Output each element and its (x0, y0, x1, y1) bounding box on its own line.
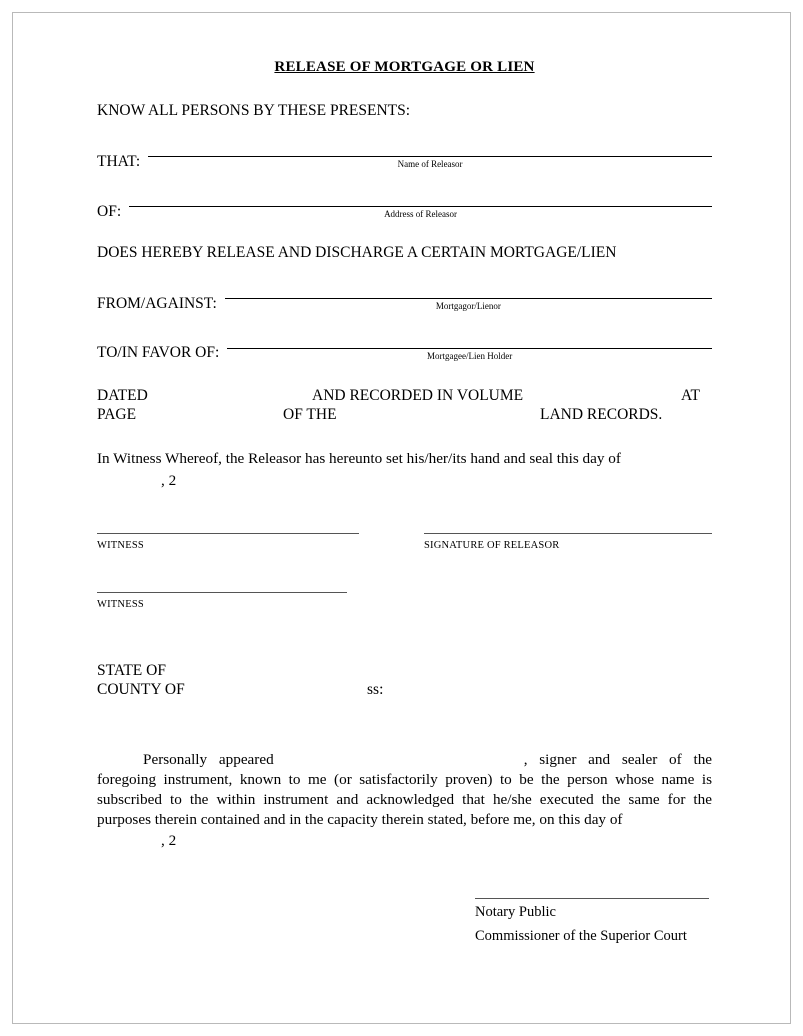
field-label-that: THAT: (97, 152, 141, 170)
witness-whereof-line1: In Witness Whereof, the Releasor has hereunto set his/her/its hand and seal this day of (97, 450, 621, 468)
label-county-of: COUNTY OF (97, 681, 185, 699)
field-row-to-in-favor-of (97, 334, 712, 362)
release-clause-text: DOES HEREBY RELEASE AND DISCHARGE A CERTAIN MORTGAGE/LIEN (97, 243, 617, 261)
witness-whereof-line2: , 2 (161, 471, 177, 489)
notary-body-text: the foregoing instrument, known to me (or satisfactorily proven) to be the person whose name is subscribed to the within instrument and acknowledged that he/she executed the same for the purposes therein contained and in the capacity therein stated, before me, on this day of (97, 751, 713, 828)
notary-signature-block (475, 897, 709, 946)
label-of-the: OF THE (283, 406, 337, 424)
field-caption-mortgagee-lien-holder: Mortgagee/Lien Holder (427, 350, 513, 361)
label-ss: ss: (367, 681, 384, 699)
field-caption-name-of-releasor: Name of Releasor (397, 159, 463, 169)
label-recorded-in-volume: AND RECORDED IN VOLUME (312, 387, 524, 405)
recording-details (97, 387, 712, 427)
notary-signer-sealer-text: , signer and sealer of (523, 751, 682, 769)
signature-caption-witness-1: WITNESS (97, 540, 144, 552)
field-input-mortgagor-lienor[interactable] (225, 284, 712, 299)
label-at: AT (681, 387, 700, 405)
document-body (97, 51, 712, 946)
field-label-to-in-favor-of: TO/IN FAVOR OF: (97, 344, 220, 362)
signature-line-notary[interactable] (475, 897, 709, 899)
label-dated: DATED (97, 387, 148, 405)
label-state-of: STATE OF (97, 662, 166, 680)
label-page: PAGE (97, 406, 137, 424)
field-input-mortgagee-lien-holder[interactable] (227, 334, 712, 349)
field-input-name-of-releasor[interactable] (148, 142, 712, 157)
field-caption-mortgagor-lienor: Mortgagor/Lienor (435, 300, 501, 311)
field-row-of (97, 192, 712, 220)
signature-block-witness-2 (97, 591, 347, 610)
field-label-of: OF: (97, 202, 122, 220)
signature-line-witness-2[interactable] (97, 591, 347, 593)
field-input-address-of-releasor[interactable] (129, 192, 712, 207)
page-border (12, 12, 791, 1024)
notary-acknowledgment-paragraph (97, 750, 712, 851)
field-row-that (97, 142, 712, 170)
witness-whereof-paragraph (97, 449, 712, 490)
notary-line2: , 2 (161, 832, 177, 850)
notary-intro-text: Personally appeared (143, 751, 274, 769)
signature-line-releasor[interactable] (424, 532, 712, 534)
signature-caption-witness-2: WITNESS (97, 599, 144, 611)
signature-block-releasor (424, 532, 712, 551)
notary-commissioner-label: Commissioner of the Superior Court (475, 927, 687, 944)
preamble-text: KNOW ALL PERSONS BY THESE PRESENTS: (97, 102, 411, 119)
field-row-from-against (97, 284, 712, 312)
page-title: RELEASE OF MORTGAGE OR LIEN (274, 59, 535, 75)
field-label-from-against: FROM/AGAINST: (97, 294, 217, 312)
signature-caption-releasor: SIGNATURE OF RELEASOR (424, 540, 560, 552)
signature-area (97, 532, 712, 551)
signature-block-witness-1 (97, 532, 359, 551)
signature-line-witness-1[interactable] (97, 532, 359, 534)
notary-public-label: Notary Public (475, 904, 556, 921)
acknowledgment-jurisdiction (97, 662, 712, 702)
label-land-records: LAND RECORDS. (540, 406, 663, 424)
field-caption-address-of-releasor: Address of Releasor (384, 208, 458, 219)
